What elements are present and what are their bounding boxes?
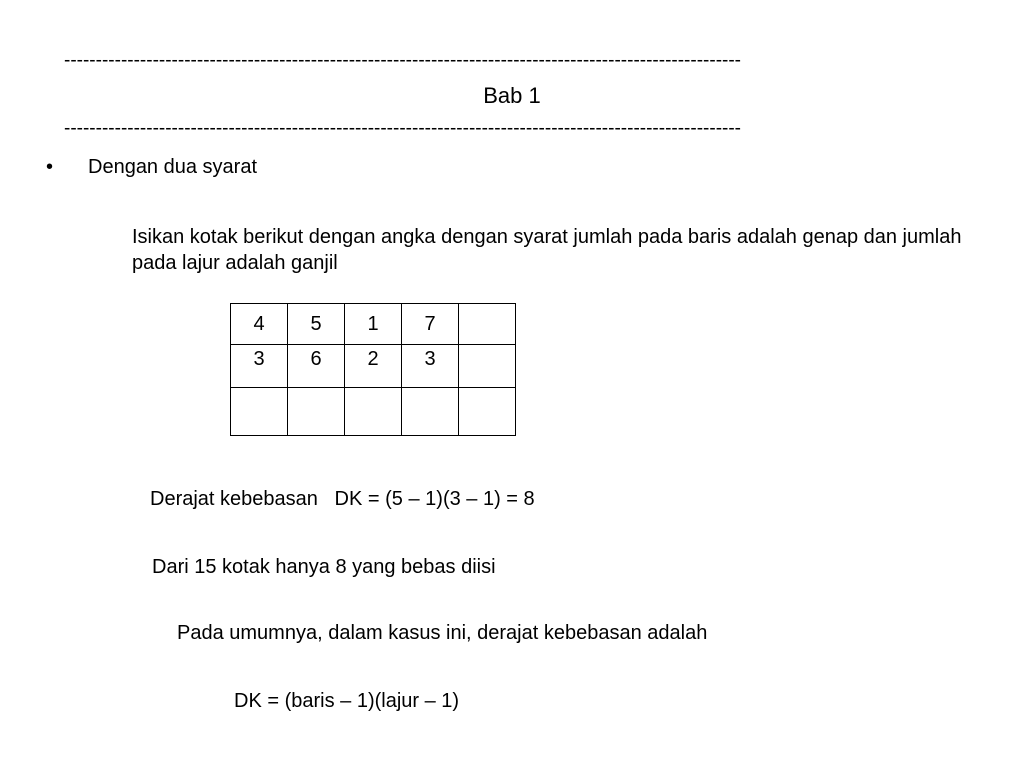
grid-row [231, 304, 516, 345]
degree-of-freedom-line: Derajat kebebasan DK = (5 – 1)(3 – 1) = 8 [150, 488, 535, 510]
grid-cell [459, 388, 516, 436]
free-boxes-line: Dari 15 kotak hanya 8 yang bebas diisi [152, 556, 496, 578]
bullet-item [46, 155, 257, 179]
bullet-text: Dengan dua syarat [88, 156, 258, 178]
grid-row [231, 388, 516, 436]
number-grid [230, 303, 516, 436]
page-title: Bab 1 [483, 83, 541, 108]
grid-cell: 3 [231, 345, 288, 388]
grid-cell [288, 388, 345, 436]
grid-cell: 5 [288, 304, 345, 345]
grid-cell: 6 [288, 345, 345, 388]
grid-cell [345, 388, 402, 436]
grid-cell: 7 [402, 304, 459, 345]
grid-cell: 3 [402, 345, 459, 388]
bottom-dashed-rule: ----------------------------------------------------------------------------------------------------------- [64, 118, 742, 139]
grid-cell [459, 304, 516, 345]
grid-cell [459, 345, 516, 388]
instruction-text: Isikan kotak berikut dengan angka dengan syarat jumlah pada baris adalah genap dan jumlah pada lajur adalah ganjil [132, 226, 962, 274]
bullet-icon: • [46, 156, 54, 178]
grid-cell: 4 [231, 304, 288, 345]
grid-cell: 2 [345, 345, 402, 388]
formula-line: DK = (baris – 1)(lajur – 1) [234, 690, 460, 712]
grid-cell: 1 [345, 304, 402, 345]
grid-cell [402, 388, 459, 436]
grid-row [231, 345, 516, 388]
generally-line: Pada umumnya, dalam kasus ini, derajat kebebasan adalah [177, 622, 708, 644]
top-dashed-rule: ----------------------------------------------------------------------------------------------------------- [64, 50, 742, 71]
grid-cell [231, 388, 288, 436]
